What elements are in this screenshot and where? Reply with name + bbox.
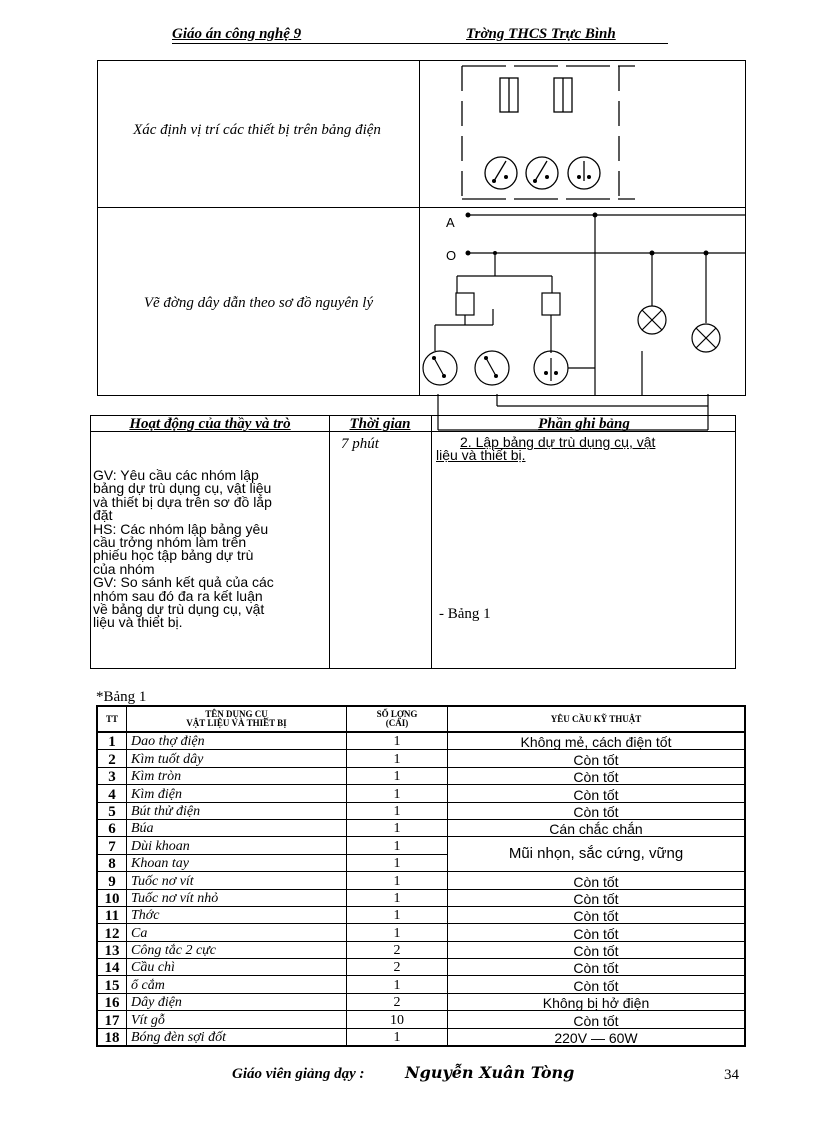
item-qty: 1 [347, 750, 448, 767]
item-name: Ca [127, 924, 347, 941]
activity-line: phiếu học tập bảng dự trù [93, 547, 254, 564]
diagram-table [97, 60, 746, 396]
item-requirement: Còn tốt [448, 959, 746, 976]
row-number: 12 [97, 924, 127, 941]
activity-line: bảng dự trù dụng cụ, vật liệu [93, 480, 272, 497]
row-number: 10 [97, 889, 127, 906]
activity-line: của nhóm [93, 560, 155, 577]
time-value: 7 phút [341, 436, 379, 452]
item-name: Công tắc 2 cực [127, 941, 347, 958]
table-row [97, 872, 745, 889]
item-requirement: Còn tốt [448, 785, 746, 802]
table-caption: *Bảng 1 [96, 689, 147, 705]
item-qty: 2 [347, 941, 448, 958]
panel-dots [492, 175, 591, 183]
table-row [97, 1011, 745, 1028]
fuse-icon [456, 293, 474, 315]
row-number: 4 [97, 785, 127, 802]
footer-label: Giáo viên giảng dạy : [232, 1066, 365, 1082]
item-qty: 1 [347, 785, 448, 802]
item-requirement: Còn tốt [448, 889, 746, 906]
item-qty: 1 [347, 854, 448, 871]
item-requirement: Không bị hở điện [448, 993, 746, 1010]
table-row [97, 959, 745, 976]
phase-label: A [446, 215, 455, 230]
page-number: 34 [724, 1067, 739, 1083]
item-requirement: Còn tốt [448, 1011, 746, 1028]
activity-text [93, 469, 329, 630]
item-qty: 1 [347, 872, 448, 889]
table-row [97, 750, 745, 767]
board-title-line: 2. Lập bảng dự trù dụng cụ, vật [460, 434, 656, 450]
item-name: Tuốc nơ vít nhỏ [127, 889, 347, 906]
col-header-name-line: VẬT LIỆU VÀ THIẾT BỊ [186, 718, 287, 728]
row-number: 2 [97, 750, 127, 767]
col-header-qty-line: SỐ LỢNG [376, 709, 418, 719]
col-header-qty-line: (CÁI) [385, 718, 409, 728]
item-requirement: Không mẻ, cách điện tốt [448, 732, 746, 750]
activity-line: đặt [93, 507, 113, 524]
item-name: Kìm tuốt dây [127, 750, 347, 767]
item-requirement: 220V — 60W [448, 1028, 746, 1046]
row-number: 1 [97, 732, 127, 750]
table-row [97, 837, 745, 854]
item-name: Kìm điện [127, 785, 347, 802]
equipment-table [96, 705, 746, 1047]
activity-table [90, 415, 736, 669]
col-header-name [127, 706, 347, 732]
board-title [436, 436, 732, 463]
row-number: 11 [97, 906, 127, 923]
table-row [97, 1028, 745, 1046]
item-qty: 2 [347, 959, 448, 976]
table-row [97, 785, 745, 802]
col-header-name-line: TÊN DỤNG CỤ [205, 709, 268, 719]
item-requirement: Còn tốt [448, 750, 746, 767]
col-divider [431, 416, 432, 668]
table-row [97, 819, 745, 836]
item-qty: 1 [347, 732, 448, 750]
row-number: 16 [97, 993, 127, 1010]
item-qty: 1 [347, 1028, 448, 1046]
item-requirement: Cán chắc chắn [448, 819, 746, 836]
activity-line: nhóm sau đó đa ra kết luận [93, 587, 263, 604]
item-name: Bóng đèn sợi đốt [127, 1028, 347, 1046]
item-qty: 1 [347, 976, 448, 993]
teacher-name: Nguyễn Xuân Tòng [405, 1063, 575, 1082]
item-name: Cầu chì [127, 959, 347, 976]
activity-line: GV: So sánh kết quả của các [93, 574, 274, 591]
panel-layout-diagram [462, 66, 635, 199]
activity-line: và thiết bị dựa trên sơ đồ lắp [93, 493, 272, 510]
switch-icon [485, 157, 517, 189]
item-requirement: Còn tốt [448, 802, 746, 819]
item-requirement: Còn tốt [448, 924, 746, 941]
item-requirement: Còn tốt [448, 872, 746, 889]
row-number: 13 [97, 941, 127, 958]
table-row [97, 924, 745, 941]
row-number: 9 [97, 872, 127, 889]
activity-line: về bảng dự trù dụng cụ, vật [93, 601, 265, 618]
row-number: 18 [97, 1028, 127, 1046]
item-qty: 10 [347, 1011, 448, 1028]
item-requirement: Mũi nhọn, sắc cứng, vững [448, 837, 746, 872]
row-number: 7 [97, 837, 127, 854]
item-qty: 1 [347, 802, 448, 819]
item-name: Kìm tròn [127, 767, 347, 784]
row-label-placement: Xác định vị trí các thiết bị trên bảng điện [133, 122, 381, 138]
board-title-line: liệu và thiết bị. [436, 447, 526, 464]
item-qty: 1 [347, 837, 448, 854]
activity-line: liệu và thiết bị. [93, 614, 183, 631]
row-number: 5 [97, 802, 127, 819]
col-header-time: Thời gian [349, 416, 411, 432]
wiring-diagrams [420, 61, 745, 395]
activity-line: HS: Các nhóm lập bảng yêu [93, 520, 269, 537]
fuse-icon [542, 293, 560, 315]
row-number: 14 [97, 959, 127, 976]
neutral-label: O [446, 248, 457, 263]
item-name: Dây điện [127, 993, 347, 1010]
header-school: Trờng THCS Trực Bình [466, 26, 616, 42]
item-requirement: Còn tốt [448, 976, 746, 993]
item-qty: 1 [347, 906, 448, 923]
activity-line: cầu trởng nhóm làm trên [93, 534, 247, 551]
switch-icon [526, 157, 558, 189]
table-row [97, 767, 745, 784]
item-name: Vít gỗ [127, 1011, 347, 1028]
row-number: 15 [97, 976, 127, 993]
header-subject: Giáo án công nghệ 9 [172, 26, 302, 42]
col-divider [329, 416, 330, 668]
row-number: 8 [97, 854, 127, 871]
schematic-diagram [423, 215, 745, 395]
item-qty: 1 [347, 819, 448, 836]
row-number: 17 [97, 1011, 127, 1028]
col-header-board: Phần ghi bảng [538, 416, 630, 432]
table-row [97, 732, 745, 750]
item-requirement: Còn tốt [448, 767, 746, 784]
table-row [97, 889, 745, 906]
table-header-row [97, 706, 745, 732]
item-requirement: Còn tốt [448, 941, 746, 958]
table-row [97, 906, 745, 923]
board-note: - Bảng 1 [439, 606, 491, 622]
item-qty: 1 [347, 889, 448, 906]
item-requirement: Còn tốt [448, 906, 746, 923]
table-row [97, 802, 745, 819]
item-name: ổ cắm [127, 976, 347, 993]
col-header-req: YÊU CẦU KỸ THUẬT [448, 706, 746, 732]
table-row [97, 941, 745, 958]
item-qty: 1 [347, 767, 448, 784]
item-qty: 1 [347, 924, 448, 941]
item-name: Bút thử điện [127, 802, 347, 819]
header-rule [172, 43, 668, 44]
row-number: 6 [97, 819, 127, 836]
item-name: Tuốc nơ vít [127, 872, 347, 889]
col-header-qty [347, 706, 448, 732]
col-header-activity: Hoạt động của thầy và trò [129, 416, 291, 432]
item-name: Dùi khoan [127, 837, 347, 854]
item-name: Dao thợ điện [127, 732, 347, 750]
row-label-wiring: Vẽ đờng dây dẫn theo sơ đồ nguyên lý [143, 295, 374, 311]
col-header-tt: TT [97, 706, 127, 732]
table-row [97, 976, 745, 993]
item-qty: 2 [347, 993, 448, 1010]
item-name: Thớc [127, 906, 347, 923]
row-number: 3 [97, 767, 127, 784]
item-name: Khoan tay [127, 854, 347, 871]
item-name: Búa [127, 819, 347, 836]
table-row [97, 993, 745, 1010]
activity-line: GV: Yêu cầu các nhóm lập [93, 467, 259, 483]
